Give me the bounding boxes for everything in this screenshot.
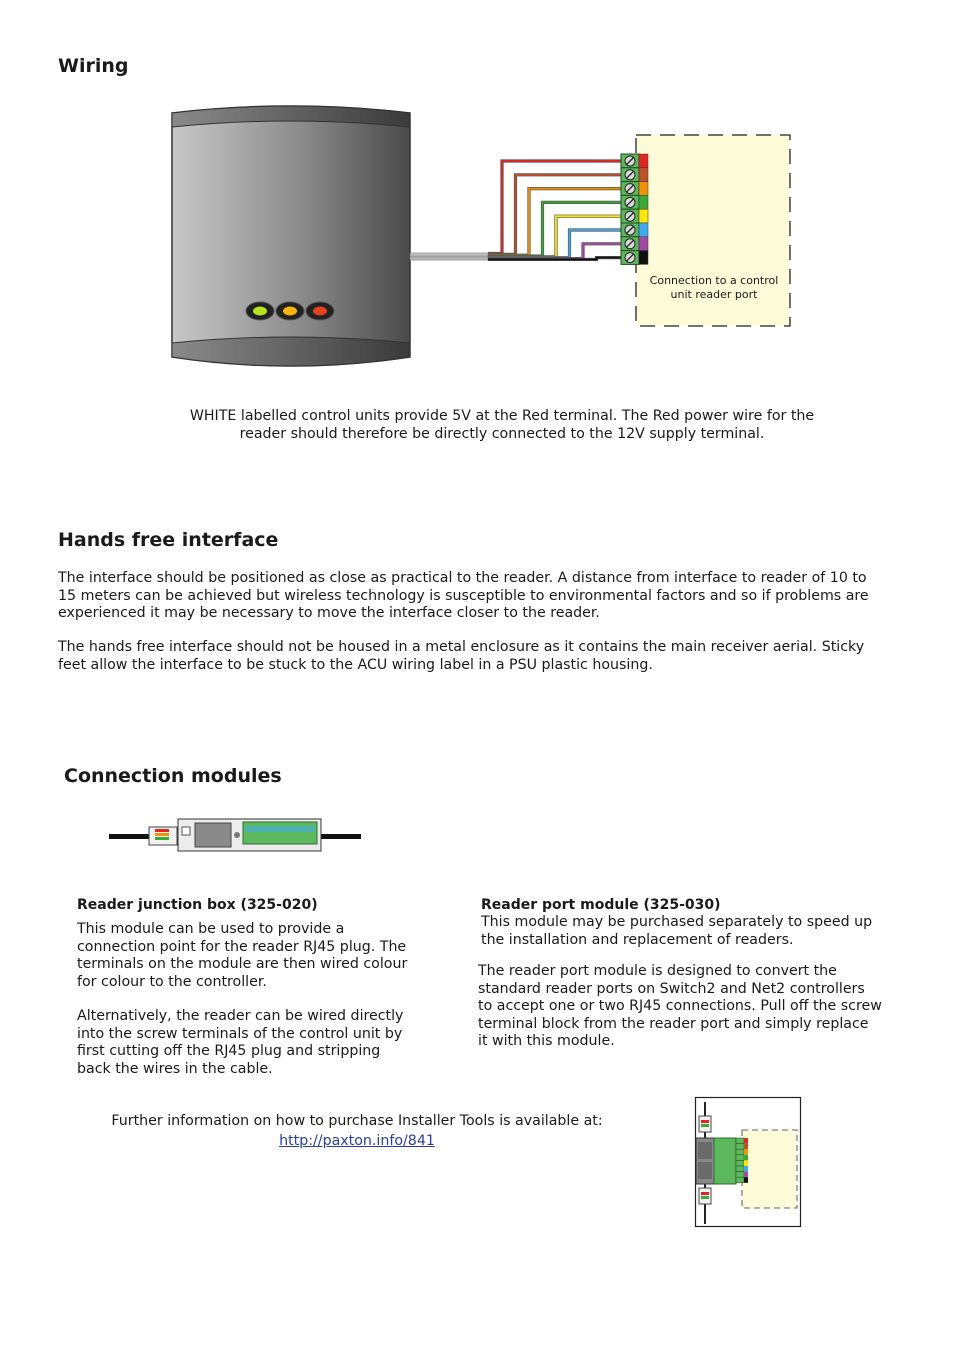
mini-terminal <box>736 1155 744 1161</box>
mini-terminal-color <box>744 1172 748 1178</box>
wiring-note: WHITE labelled control units provide 5V at the Red terminal. The Red power wire for the reader should therefore be directly connected to the 12V supply terminal. <box>189 408 815 442</box>
terminal-screw-icon <box>621 251 648 265</box>
junction-box-para-1: This module can be used to provide a connection point for the reader RJ45 plug. The terminals on the module are then wired colour for colour to the controller. <box>77 921 408 990</box>
hands-free-heading: Hands free interface <box>58 529 279 551</box>
terminal-screw-icon <box>621 223 648 237</box>
mini-terminal <box>736 1149 744 1155</box>
hands-free-para-1: The interface should be positioned as close as practical to the reader. A distance from interface to reader of 10 to 15 meters can be achieved but wireless technology is susceptible to environmental factors and so if problems are experienced it may be necessary to move the interface closer to the reader. <box>58 570 869 621</box>
mini-terminal-color <box>744 1149 748 1155</box>
reader-device <box>172 106 410 366</box>
port-module-image <box>694 1096 804 1230</box>
terminal-screw-icon <box>621 209 648 223</box>
wire-bundle <box>488 161 622 259</box>
mini-terminal <box>736 1166 744 1172</box>
installer-tools-link[interactable]: http://paxton.info/841 <box>279 1133 435 1149</box>
mini-terminal <box>736 1138 744 1144</box>
mini-terminal-color <box>744 1160 748 1166</box>
led-red-icon <box>306 302 334 320</box>
terminal-screw-icon <box>621 237 648 251</box>
mini-terminal <box>736 1160 744 1166</box>
rj45-plug-icon <box>149 827 177 845</box>
mini-terminal <box>736 1144 744 1150</box>
mini-terminal-color <box>744 1138 748 1144</box>
junction-box-para-2: Alternatively, the reader can be wired directly into the screw terminals of the control unit by first cutting off the RJ45 plug and stripping back the wires in the cable. <box>77 1008 404 1077</box>
mini-terminal-color <box>744 1166 748 1172</box>
connection-label: Connection to a control unit reader port <box>649 274 779 301</box>
rj45-plug-top-icon <box>699 1116 711 1132</box>
junction-box-image <box>105 815 365 855</box>
hands-free-para-2: The hands free interface should not be housed in a metal enclosure as it contains the main receiver aerial. Sticky feet allow the interface to be stuck to the ACU wiring label in a PSU plastic housing. <box>58 639 865 673</box>
wiring-diagram <box>160 95 810 385</box>
led-green-icon <box>246 302 274 320</box>
wiring-heading: Wiring <box>58 55 129 77</box>
mini-terminal-color <box>744 1144 748 1150</box>
port-module-para-2: The reader port module is designed to convert the standard reader ports on Switch2 and Net2 controllers to accept one or two RJ45 connections. Pull off the screw terminal block from the reader port and simply replace it with this module. <box>478 963 882 1049</box>
terminal-screw-icon <box>621 154 648 168</box>
port-module-para-1: This module may be purchased separately to speed up the installation and replacement of readers. <box>481 914 873 948</box>
mini-terminal <box>736 1177 744 1183</box>
mini-terminal <box>736 1172 744 1178</box>
connection-modules-heading: Connection modules <box>64 765 282 787</box>
terminal-screw-icon <box>621 168 648 182</box>
terminal-screw-icon <box>621 182 648 196</box>
further-info-text: Further information on how to purchase Installer Tools is available at: <box>111 1113 603 1129</box>
rj45-plug-bottom-icon <box>699 1188 711 1204</box>
port-module-title: Reader port module (325-030) <box>481 897 721 913</box>
led-amber-icon <box>276 302 304 320</box>
mini-terminal-color <box>744 1155 748 1161</box>
reader-cable <box>410 253 488 260</box>
terminal-screw-icon <box>621 195 648 209</box>
mini-terminal-color <box>744 1177 748 1183</box>
terminal-block <box>621 154 648 264</box>
junction-box-title: Reader junction box (325-020) <box>77 897 318 913</box>
mini-terminal-block <box>736 1138 748 1183</box>
